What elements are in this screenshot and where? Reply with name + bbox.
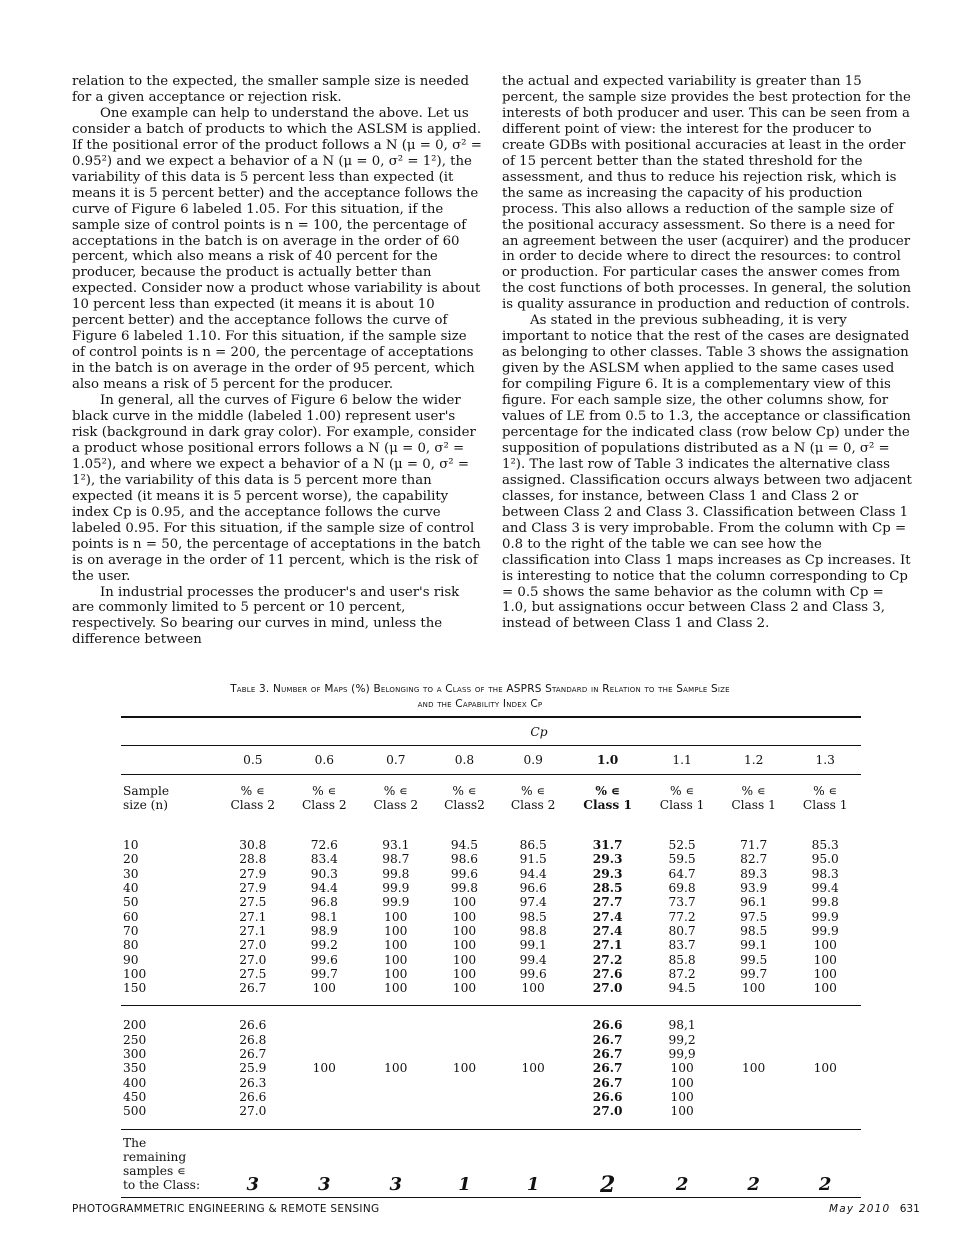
percentage-cell: 83.7 xyxy=(668,938,696,953)
sample-size-cell: 200 xyxy=(121,1006,217,1033)
percentage-cell: 29.3 xyxy=(592,852,623,867)
sample-size-cell: 20 xyxy=(123,852,139,867)
page-footer xyxy=(829,1203,920,1215)
left-text-column xyxy=(72,74,482,648)
percentage-cell: 99,9 xyxy=(668,1047,696,1062)
percentage-cell: 26.6 xyxy=(592,1089,623,1104)
percentage-cell: 99.9 xyxy=(382,881,410,896)
percentage-cell: 98.5 xyxy=(740,923,768,938)
table-row xyxy=(121,852,861,866)
percentage-cell: 99.6 xyxy=(450,866,479,881)
percentage-cell: 85.8 xyxy=(668,952,696,967)
table-row xyxy=(121,1047,861,1061)
percentage-cell: 99.5 xyxy=(740,952,768,967)
table-row xyxy=(121,826,861,852)
sample-size-cell: 450 xyxy=(123,1089,147,1104)
percentage-cell: 27.9 xyxy=(239,881,267,896)
right-text-column xyxy=(502,74,912,632)
percentage-cell: 99.7 xyxy=(310,966,338,981)
percentage-cell: 98.9 xyxy=(310,923,338,938)
percentage-cell: 99.9 xyxy=(382,895,410,910)
percentage-cell: 100 xyxy=(384,909,408,924)
percentage-cell: 73.7 xyxy=(668,895,696,910)
percentage-cell: 97.5 xyxy=(740,909,768,924)
percentage-cell: 29.3 xyxy=(592,866,623,881)
percentage-cell xyxy=(718,1047,790,1061)
paragraph: In general, all the curves of Figure 6 below the wider black curve in the middle (labeled 1.00) represent user's risk (background in dark gray color). For example, consider a product whose positional errors follows a N (μ = 0, σ² = 1.05²), and where we expect a behavior of a N (μ = 0, σ² = 1²), the variability of this data is 5 percent more than expected (it means it is 5 percent worse), the capability index Cp is 0.95, and the acceptance follows the curve labeled 0.95. For this situation, if the sample size of control points is n = 50, the percentage of acceptations in the batch is on average in the order of 11 percent, which is the risk of the user. xyxy=(72,393,481,584)
percentage-cell: 27.2 xyxy=(592,952,623,967)
percentage-cell: 99.6 xyxy=(519,966,547,981)
table-row xyxy=(121,1033,861,1047)
percentage-cell: 98.7 xyxy=(382,852,410,867)
table-row xyxy=(121,1090,861,1104)
alternative-class-cell: 2 xyxy=(718,1129,790,1197)
percentage-cell: 93.9 xyxy=(740,881,768,896)
cp-header-row xyxy=(121,717,861,746)
percentage-cell: 98.1 xyxy=(310,909,338,924)
table-row xyxy=(121,938,861,952)
percentage-cell: 100 xyxy=(813,938,837,953)
percentage-cell xyxy=(497,1076,569,1090)
percentage-cell: 100 xyxy=(813,966,837,981)
percentage-cell: 26.6 xyxy=(239,1089,267,1104)
alternative-class-cell: 3 xyxy=(289,1129,361,1197)
percentage-cell: 94.5 xyxy=(450,838,479,853)
percentage-cell xyxy=(289,1076,361,1090)
percentage-cell: 27.1 xyxy=(239,923,267,938)
sample-size-cell: 350 xyxy=(123,1061,147,1076)
cp-value: 0.6 xyxy=(289,746,361,774)
class-header: % ∊ Class 1 xyxy=(569,774,646,826)
percentage-cell xyxy=(718,1090,790,1104)
percentage-cell: 99.1 xyxy=(740,938,768,953)
percentage-cell: 26.7 xyxy=(592,1032,623,1047)
percentage-cell xyxy=(432,1090,498,1104)
percentage-cell: 100 xyxy=(452,938,477,953)
percentage-cell: 26.8 xyxy=(239,1032,267,1047)
percentage-cell: 100 xyxy=(670,1089,694,1104)
table-row xyxy=(121,867,861,881)
percentage-cell xyxy=(789,1090,861,1104)
percentage-cell: 100 xyxy=(452,909,477,924)
journal-name: PHOTOGRAMMETRIC ENGINEERING & REMOTE SENSING xyxy=(72,1203,380,1215)
percentage-cell: 100 xyxy=(452,1061,477,1076)
percentage-cell: 72.6 xyxy=(310,838,338,853)
percentage-cell: 99.1 xyxy=(519,938,547,953)
cp-value: 1.0 xyxy=(569,746,646,774)
percentage-cell: 100 xyxy=(312,981,336,996)
sample-size-cell: 10 xyxy=(123,838,139,853)
alternative-class-cell: 3 xyxy=(217,1129,289,1197)
percentage-cell xyxy=(360,1033,432,1047)
percentage-cell xyxy=(289,1006,361,1033)
percentage-cell: 30.8 xyxy=(239,838,267,853)
percentage-cell: 26.7 xyxy=(592,1061,623,1076)
percentage-cell: 80.7 xyxy=(668,923,696,938)
percentage-cell: 59.5 xyxy=(668,852,696,867)
percentage-cell xyxy=(360,1090,432,1104)
percentage-cell xyxy=(432,1104,498,1129)
percentage-cell: 26.7 xyxy=(592,1075,623,1090)
table-row xyxy=(121,924,861,938)
percentage-cell: 99.8 xyxy=(450,881,479,896)
sample-size-cell: 70 xyxy=(123,923,139,938)
percentage-cell xyxy=(789,1006,861,1033)
percentage-cell: 27.5 xyxy=(239,895,267,910)
percentage-cell xyxy=(789,1104,861,1129)
class-header: % ∊ Class 2 xyxy=(289,774,361,826)
remaining-class-row xyxy=(121,1129,861,1197)
percentage-cell: 99.9 xyxy=(811,923,839,938)
percentage-cell: 100 xyxy=(813,981,837,996)
percentage-cell: 99.8 xyxy=(811,895,839,910)
table-row xyxy=(121,1076,861,1090)
percentage-cell: 100 xyxy=(670,1061,694,1076)
percentage-cell: 100 xyxy=(742,1061,766,1076)
percentage-cell: 83.4 xyxy=(310,852,338,867)
percentage-cell: 98.8 xyxy=(519,923,547,938)
percentage-cell: 27.1 xyxy=(592,938,623,953)
percentage-cell: 96.1 xyxy=(740,895,768,910)
percentage-cell: 27.4 xyxy=(592,923,623,938)
paragraph: In industrial processes the producer's and user's risk are commonly limited to 5 percent or 10 percent, respectively. So bearing our curves in mind, unless the difference between xyxy=(72,584,460,648)
percentage-cell: 27.5 xyxy=(239,966,267,981)
alternative-class-cell: 1 xyxy=(432,1129,498,1197)
percentage-cell xyxy=(289,1047,361,1061)
percentage-cell: 100 xyxy=(813,952,837,967)
percentage-cell: 100 xyxy=(521,981,545,996)
sample-size-cell: 90 xyxy=(123,952,139,967)
sample-size-cell: 150 xyxy=(123,981,147,996)
percentage-cell: 99.4 xyxy=(811,881,839,896)
percentage-cell xyxy=(289,1090,361,1104)
percentage-cell: 94.4 xyxy=(519,866,547,881)
percentage-cell: 100 xyxy=(384,923,408,938)
percentage-cell xyxy=(289,1104,361,1129)
percentage-cell: 52.5 xyxy=(668,838,696,853)
issue-date: May 2010 xyxy=(829,1203,891,1215)
percentage-cell: 96.8 xyxy=(310,895,338,910)
table-row xyxy=(121,881,861,895)
percentage-cell: 100 xyxy=(452,966,477,981)
alternative-class-cell: 2 xyxy=(646,1129,718,1197)
percentage-cell xyxy=(360,1006,432,1033)
percentage-cell: 99.8 xyxy=(382,866,410,881)
percentage-cell: 99.2 xyxy=(310,938,338,953)
sample-size-cell: 500 xyxy=(123,1104,147,1119)
percentage-cell: 27.1 xyxy=(239,909,267,924)
percentage-cell: 100 xyxy=(452,895,477,910)
alternative-class-cell: 3 xyxy=(360,1129,432,1197)
table-caption xyxy=(100,682,860,712)
percentage-cell: 99,2 xyxy=(668,1032,696,1047)
table-caption-line2: and the Capability Index Cp xyxy=(417,698,543,710)
percentage-cell xyxy=(718,1006,790,1033)
cp-value: 0.7 xyxy=(360,746,432,774)
sample-size-cell: 80 xyxy=(123,938,139,953)
percentage-cell: 27.0 xyxy=(239,1104,267,1119)
page-number: 631 xyxy=(899,1203,920,1215)
percentage-cell xyxy=(289,1033,361,1047)
percentage-cell: 96.6 xyxy=(519,881,547,896)
remaining-label: The remaining samples ∊ to the Class: xyxy=(121,1129,217,1197)
cp-value: 0.8 xyxy=(432,746,498,774)
percentage-cell: 93.1 xyxy=(382,838,410,853)
percentage-cell xyxy=(360,1104,432,1129)
sample-size-cell: 300 xyxy=(123,1047,147,1062)
percentage-cell: 100 xyxy=(670,1104,694,1119)
sample-size-cell: 50 xyxy=(123,895,139,910)
percentage-cell: 77.2 xyxy=(668,909,696,924)
percentage-cell: 99.9 xyxy=(811,909,839,924)
percentage-cell xyxy=(360,1076,432,1090)
percentage-cell: 91.5 xyxy=(519,852,547,867)
percentage-cell: 99.7 xyxy=(740,966,768,981)
percentage-cell: 71.7 xyxy=(740,838,768,853)
sample-size-cell: 30 xyxy=(123,866,139,881)
percentage-cell xyxy=(360,1047,432,1061)
percentage-cell xyxy=(789,1047,861,1061)
percentage-cell: 26.6 xyxy=(569,1006,646,1033)
percentage-cell: 100 xyxy=(670,1075,694,1090)
percentage-cell: 27.0 xyxy=(592,981,623,996)
sample-size-cell: 60 xyxy=(123,909,139,924)
percentage-cell: 27.9 xyxy=(239,866,267,881)
cp-value: 0.5 xyxy=(217,746,289,774)
percentage-cell: 25.9 xyxy=(239,1061,267,1076)
percentage-cell: 28.5 xyxy=(592,881,623,896)
percentage-cell: 100 xyxy=(312,1061,336,1076)
percentage-cell: 27.7 xyxy=(592,895,623,910)
sample-size-header: Sample size (n) xyxy=(121,774,217,826)
percentage-cell: 100 xyxy=(384,966,408,981)
column-header-row xyxy=(121,774,861,826)
percentage-cell: 31.7 xyxy=(592,838,623,853)
percentage-cell: 90.3 xyxy=(310,866,338,881)
percentage-cell: 100 xyxy=(384,938,408,953)
percentage-cell: 69.8 xyxy=(668,881,696,896)
paragraph: relation to the expected, the smaller sample size is needed for a given acceptance or rejection risk. xyxy=(72,74,469,105)
percentage-cell: 100 xyxy=(742,981,766,996)
percentage-cell: 100 xyxy=(384,952,408,967)
percentage-cell: 100 xyxy=(452,952,477,967)
paragraph: the actual and expected variability is greater than 15 percent, the sample size provides the best protection for the interests of both producer and user. This can be seen from a different point of view: the interest for the producer to create GDBs with positional accuracies at least in the order of 15 percent better than the stated threshold for the assessment, and thus to reduce his rejection risk, which is the same as increasing the capacity of his production process. This also allows a reduction of the sample size of the positional accuracy assessment. So there is a need for an agreement between the user (acquirer) and the producer in order to decide where to direct the resources: to control or production. For particular cases the answer comes from the cost functions of both processes. In general, the solution is quality assurance in production and reduction of controls. xyxy=(502,74,912,313)
percentage-cell: 100 xyxy=(813,1061,837,1076)
class-header: % ∊ Class 1 xyxy=(718,774,790,826)
percentage-cell: 98.3 xyxy=(811,866,839,881)
percentage-cell: 26.7 xyxy=(239,981,267,996)
percentage-cell: 95.0 xyxy=(811,852,839,867)
percentage-cell: 98.6 xyxy=(450,852,479,867)
percentage-cell: 26.7 xyxy=(239,1047,267,1062)
table-row xyxy=(121,967,861,981)
percentage-cell: 94.5 xyxy=(668,981,696,996)
percentage-cell xyxy=(497,1006,569,1033)
table-row xyxy=(121,981,861,1006)
paragraph: One example can help to understand the above. Let us consider a batch of products to which the ASLSM is applied. If the positional error of the product follows a N (μ = 0, σ² = 0.95²) and we expect a behavior of a N (μ = 0, σ² = 1²), the variability of this data is 5 percent less than expected (it means it is 5 percent better) and the acceptance follows the curve of Figure 6 labeled 1.05. For this situation, if the sample size of control points is n = 100, the percentage of acceptations in the batch is on average in the order of 60 percent, which also means a risk of 40 percent for the producer, because the product is actually better than expected. Consider now a product whose variability is about 10 percent less than expected (it means it is about 10 percent better) and the acceptance follows the curve of Figure 6 labeled 1.10. For this situation, if the sample size of control points is n = 200, the percentage of acceptations in the batch is on average in the order of 95 percent, which also means a risk of 5 percent for the producer. xyxy=(72,105,482,393)
table-row xyxy=(121,953,861,967)
class-header: % ∊ Class 2 xyxy=(360,774,432,826)
percentage-cell: 100 xyxy=(452,923,477,938)
percentage-cell: 97.4 xyxy=(519,895,547,910)
percentage-cell xyxy=(497,1090,569,1104)
sample-size-cell: 100 xyxy=(123,966,147,981)
percentage-cell xyxy=(789,1033,861,1047)
table-row xyxy=(121,1006,861,1033)
percentage-cell: 64.7 xyxy=(668,866,696,881)
percentage-cell xyxy=(497,1047,569,1061)
sample-size-cell: 400 xyxy=(123,1075,147,1090)
percentage-cell: 87.2 xyxy=(668,966,696,981)
alternative-class-cell: 1 xyxy=(497,1129,569,1197)
percentage-cell: 26.7 xyxy=(592,1047,623,1062)
percentage-cell: 98.5 xyxy=(519,909,547,924)
percentage-cell: 27.0 xyxy=(239,952,267,967)
table-row xyxy=(121,895,861,909)
paragraph: As stated in the previous subheading, it is very important to notice that the rest of the cases are designated as belonging to other classes. Table 3 shows the assignation given by the ASLSM when applied to the same cases used for compiling Figure 6. It is a complementary view of this figure. For each sample size, the other columns show, for values of LE from 0.5 to 1.3, the acceptance or classification percentage for the indicated class (row below Cp) under the supposition of populations distributed as a N (μ = 0, σ² = 1²). The last row of Table 3 indicates the alternative class assigned. Classification occurs always between two adjacent classes, for instance, between Class 1 and Class 2 or between Class 2 and Class 3. Classification between Class 1 and Class 3 is very improbable. From the column with Cp = 0.8 to the right of the table we can see how the classification into Class 1 maps increases as Cp increases. It is interesting to notice that the column corresponding to Cp = 0.5 shows the same behavior as the column with Cp = 1.0, but assignations occur between Class 2 and Class 3, instead of between Class 1 and Class 2. xyxy=(502,313,912,632)
cp-value: 1.2 xyxy=(718,746,790,774)
percentage-cell: 99.6 xyxy=(310,952,338,967)
percentage-cell: 27.4 xyxy=(592,909,623,924)
class-header: % ∊ Class 2 xyxy=(217,774,289,826)
percentage-cell: 27.0 xyxy=(592,1104,623,1119)
percentage-cell xyxy=(718,1076,790,1090)
class-header: % ∊ Class 1 xyxy=(789,774,861,826)
percentage-cell xyxy=(432,1076,498,1090)
table-row xyxy=(121,1061,861,1075)
table-caption-line1: Table 3. Number of Maps (%) Belonging to a Class of the ASPRS Standard in Relation to the Sample Size xyxy=(230,683,730,695)
percentage-cell xyxy=(432,1006,498,1033)
percentage-cell: 27.6 xyxy=(592,966,623,981)
alternative-class-cell: 2 xyxy=(569,1129,646,1197)
cp-label: Cp xyxy=(217,717,861,746)
percentage-cell xyxy=(718,1033,790,1047)
percentage-cell: 94.4 xyxy=(310,881,338,896)
class-header: % ∊ Class2 xyxy=(432,774,498,826)
percentage-cell xyxy=(497,1033,569,1047)
percentage-cell: 85.3 xyxy=(811,838,839,853)
cp-values-row xyxy=(121,746,861,774)
cp-value: 1.1 xyxy=(646,746,718,774)
percentage-cell: 86.5 xyxy=(519,838,547,853)
cp-value: 1.3 xyxy=(789,746,861,774)
percentage-cell xyxy=(497,1104,569,1129)
percentage-cell: 28.8 xyxy=(239,852,267,867)
percentage-cell xyxy=(432,1033,498,1047)
alternative-class-cell: 2 xyxy=(789,1129,861,1197)
percentage-cell: 27.0 xyxy=(239,938,267,953)
sample-size-cell: 40 xyxy=(123,881,139,896)
table-row xyxy=(121,1104,861,1129)
table-row xyxy=(121,910,861,924)
percentage-cell: 89.3 xyxy=(740,866,768,881)
percentage-cell: 98,1 xyxy=(646,1006,718,1033)
class-header: % ∊ Class 2 xyxy=(497,774,569,826)
percentage-cell: 99.4 xyxy=(519,952,547,967)
percentage-cell: 26.6 xyxy=(217,1006,289,1033)
class-header: % ∊ Class 1 xyxy=(646,774,718,826)
percentage-cell: 100 xyxy=(384,981,408,996)
percentage-cell xyxy=(718,1104,790,1129)
cp-value: 0.9 xyxy=(497,746,569,774)
percentage-cell: 26.3 xyxy=(239,1075,267,1090)
sample-size-cell: 250 xyxy=(123,1032,147,1047)
percentage-cell: 100 xyxy=(384,1061,408,1076)
percentage-cell xyxy=(789,1076,861,1090)
percentage-cell: 82.7 xyxy=(740,852,768,867)
percentage-cell xyxy=(432,1047,498,1061)
percentage-cell: 100 xyxy=(452,981,477,996)
table-3 xyxy=(121,716,861,1198)
percentage-cell: 100 xyxy=(521,1061,545,1076)
